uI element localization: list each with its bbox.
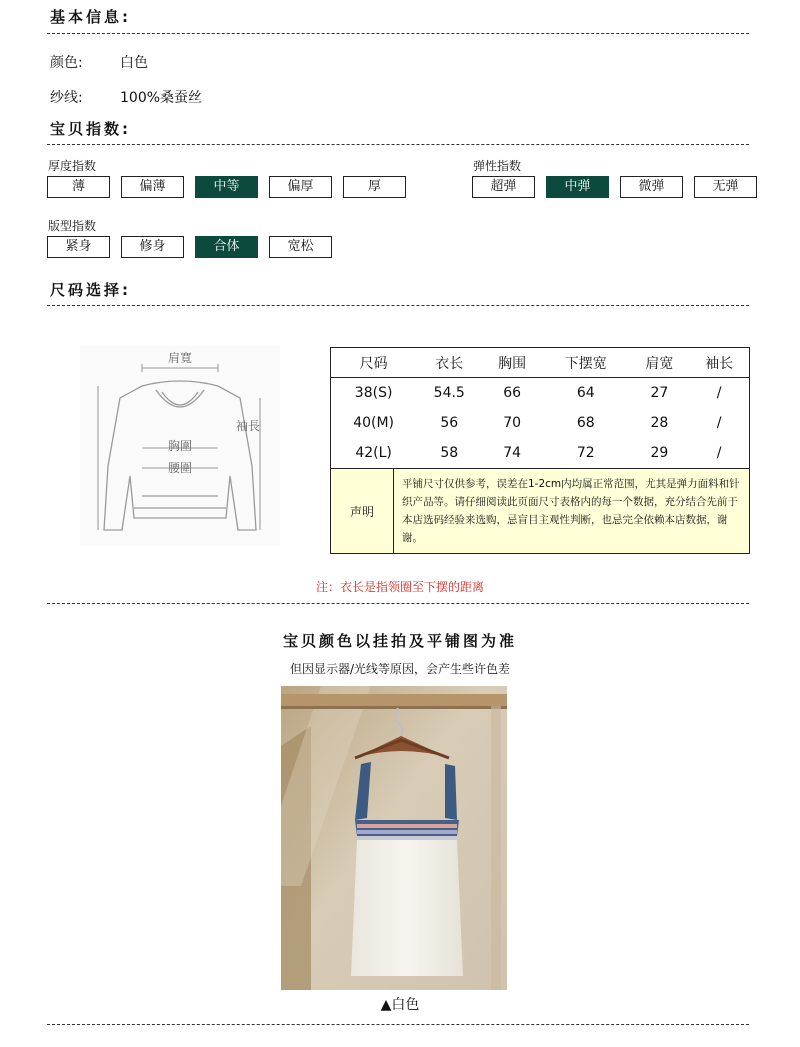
elasticity-label: 弹性指数 [473, 159, 522, 173]
header-chest: 胸围 [482, 348, 542, 378]
yarn-label: 纱线: [50, 90, 83, 106]
yarn-row [50, 87, 202, 107]
size-table [330, 347, 750, 554]
option-elasticity-2: 微弹 [620, 176, 683, 198]
sweater-sketch [80, 346, 280, 546]
table-cell: 54.5 [433, 385, 465, 401]
option-fit-0: 紧身 [47, 236, 110, 258]
thickness-options [47, 176, 406, 198]
elasticity-options [472, 176, 757, 198]
option-thickness-2: 中等 [195, 176, 258, 198]
disclaimer-box [331, 468, 749, 553]
color-row [50, 52, 148, 72]
size-title: 尺码选择: [50, 281, 131, 299]
display-title: 宝贝颜色以挂拍及平铺图为准 [282, 632, 517, 650]
camisole-photo [281, 686, 507, 990]
color-value: 白色 [120, 55, 148, 71]
option-elasticity-0: 超弹 [472, 176, 535, 198]
diagram-sleeve: 袖長 [235, 419, 261, 433]
table-cell: 74 [503, 445, 522, 461]
fit-options [47, 236, 332, 258]
table-cell: / [716, 445, 722, 461]
table-cell: 27 [650, 385, 669, 401]
table-row [331, 408, 749, 438]
option-thickness-1: 偏薄 [121, 176, 184, 198]
header-size: 尺码 [331, 348, 416, 378]
table-cell: 64 [576, 385, 595, 401]
option-thickness-3: 偏厚 [269, 176, 332, 198]
table-cell: 42(L) [355, 445, 392, 461]
table-cell: 29 [650, 445, 669, 461]
table-cell: 58 [440, 445, 459, 461]
table-cell: / [716, 385, 722, 401]
table-row [331, 378, 749, 409]
color-label: 颜色: [50, 55, 83, 71]
yarn-value: 100%桑蚕丝 [120, 90, 203, 106]
index-title: 宝贝指数: [50, 120, 131, 138]
table-cell: / [716, 415, 722, 431]
table-cell: 28 [650, 415, 669, 431]
option-thickness-0: 薄 [47, 176, 110, 198]
divider [47, 33, 749, 34]
basic-info-title: 基本信息: [50, 8, 131, 26]
table-cell: 56 [440, 415, 459, 431]
photo-caption: ▲白色 [380, 997, 420, 1013]
header-hem: 下摆宽 [542, 348, 630, 378]
divider [47, 305, 749, 306]
size-diagram [80, 346, 280, 546]
diagram-shoulder: 肩寬 [167, 351, 193, 365]
disclaimer-text: 平铺尺寸仅供参考，误差在1-2cm内均属正常范围，尤其是弹力面料和针织产品等。请仔细阅读此页面尺寸表格内的每一个数据，充分结合先前于本店选码经验来选购，忌盲目主观性判断，也忌完全依赖本店数据，谢谢。 [402, 478, 740, 544]
table-cell: 38(S) [354, 385, 393, 401]
length-note: 注：衣长是指领圈至下摆的距离 [315, 580, 484, 594]
size-grid [331, 348, 749, 468]
product-photo [281, 686, 507, 990]
divider [47, 603, 749, 604]
size-header-row [331, 348, 749, 378]
table-row [331, 438, 749, 468]
fit-label: 版型指数 [48, 219, 97, 233]
option-thickness-4: 厚 [343, 176, 406, 198]
divider [47, 144, 749, 145]
table-cell: 68 [576, 415, 595, 431]
table-cell: 40(M) [353, 415, 395, 431]
option-elasticity-3: 无弹 [694, 176, 757, 198]
table-cell: 72 [576, 445, 595, 461]
option-fit-2: 合体 [195, 236, 258, 258]
thickness-label: 厚度指数 [48, 159, 97, 173]
divider [47, 1024, 749, 1025]
option-fit-1: 修身 [121, 236, 184, 258]
diagram-waist: 腰圍 [167, 461, 193, 475]
header-shoulder: 肩宽 [630, 348, 690, 378]
diagram-chest: 胸圍 [167, 439, 193, 453]
display-subtitle: 但因显示器/光线等原因，会产生些许色差 [289, 662, 511, 676]
table-cell: 66 [503, 385, 522, 401]
option-elasticity-1: 中弹 [546, 176, 609, 198]
header-length: 衣长 [416, 348, 482, 378]
disclaimer-label: 声明 [331, 469, 394, 553]
table-cell: 70 [503, 415, 522, 431]
header-sleeve: 袖长 [689, 348, 749, 378]
option-fit-3: 宽松 [269, 236, 332, 258]
